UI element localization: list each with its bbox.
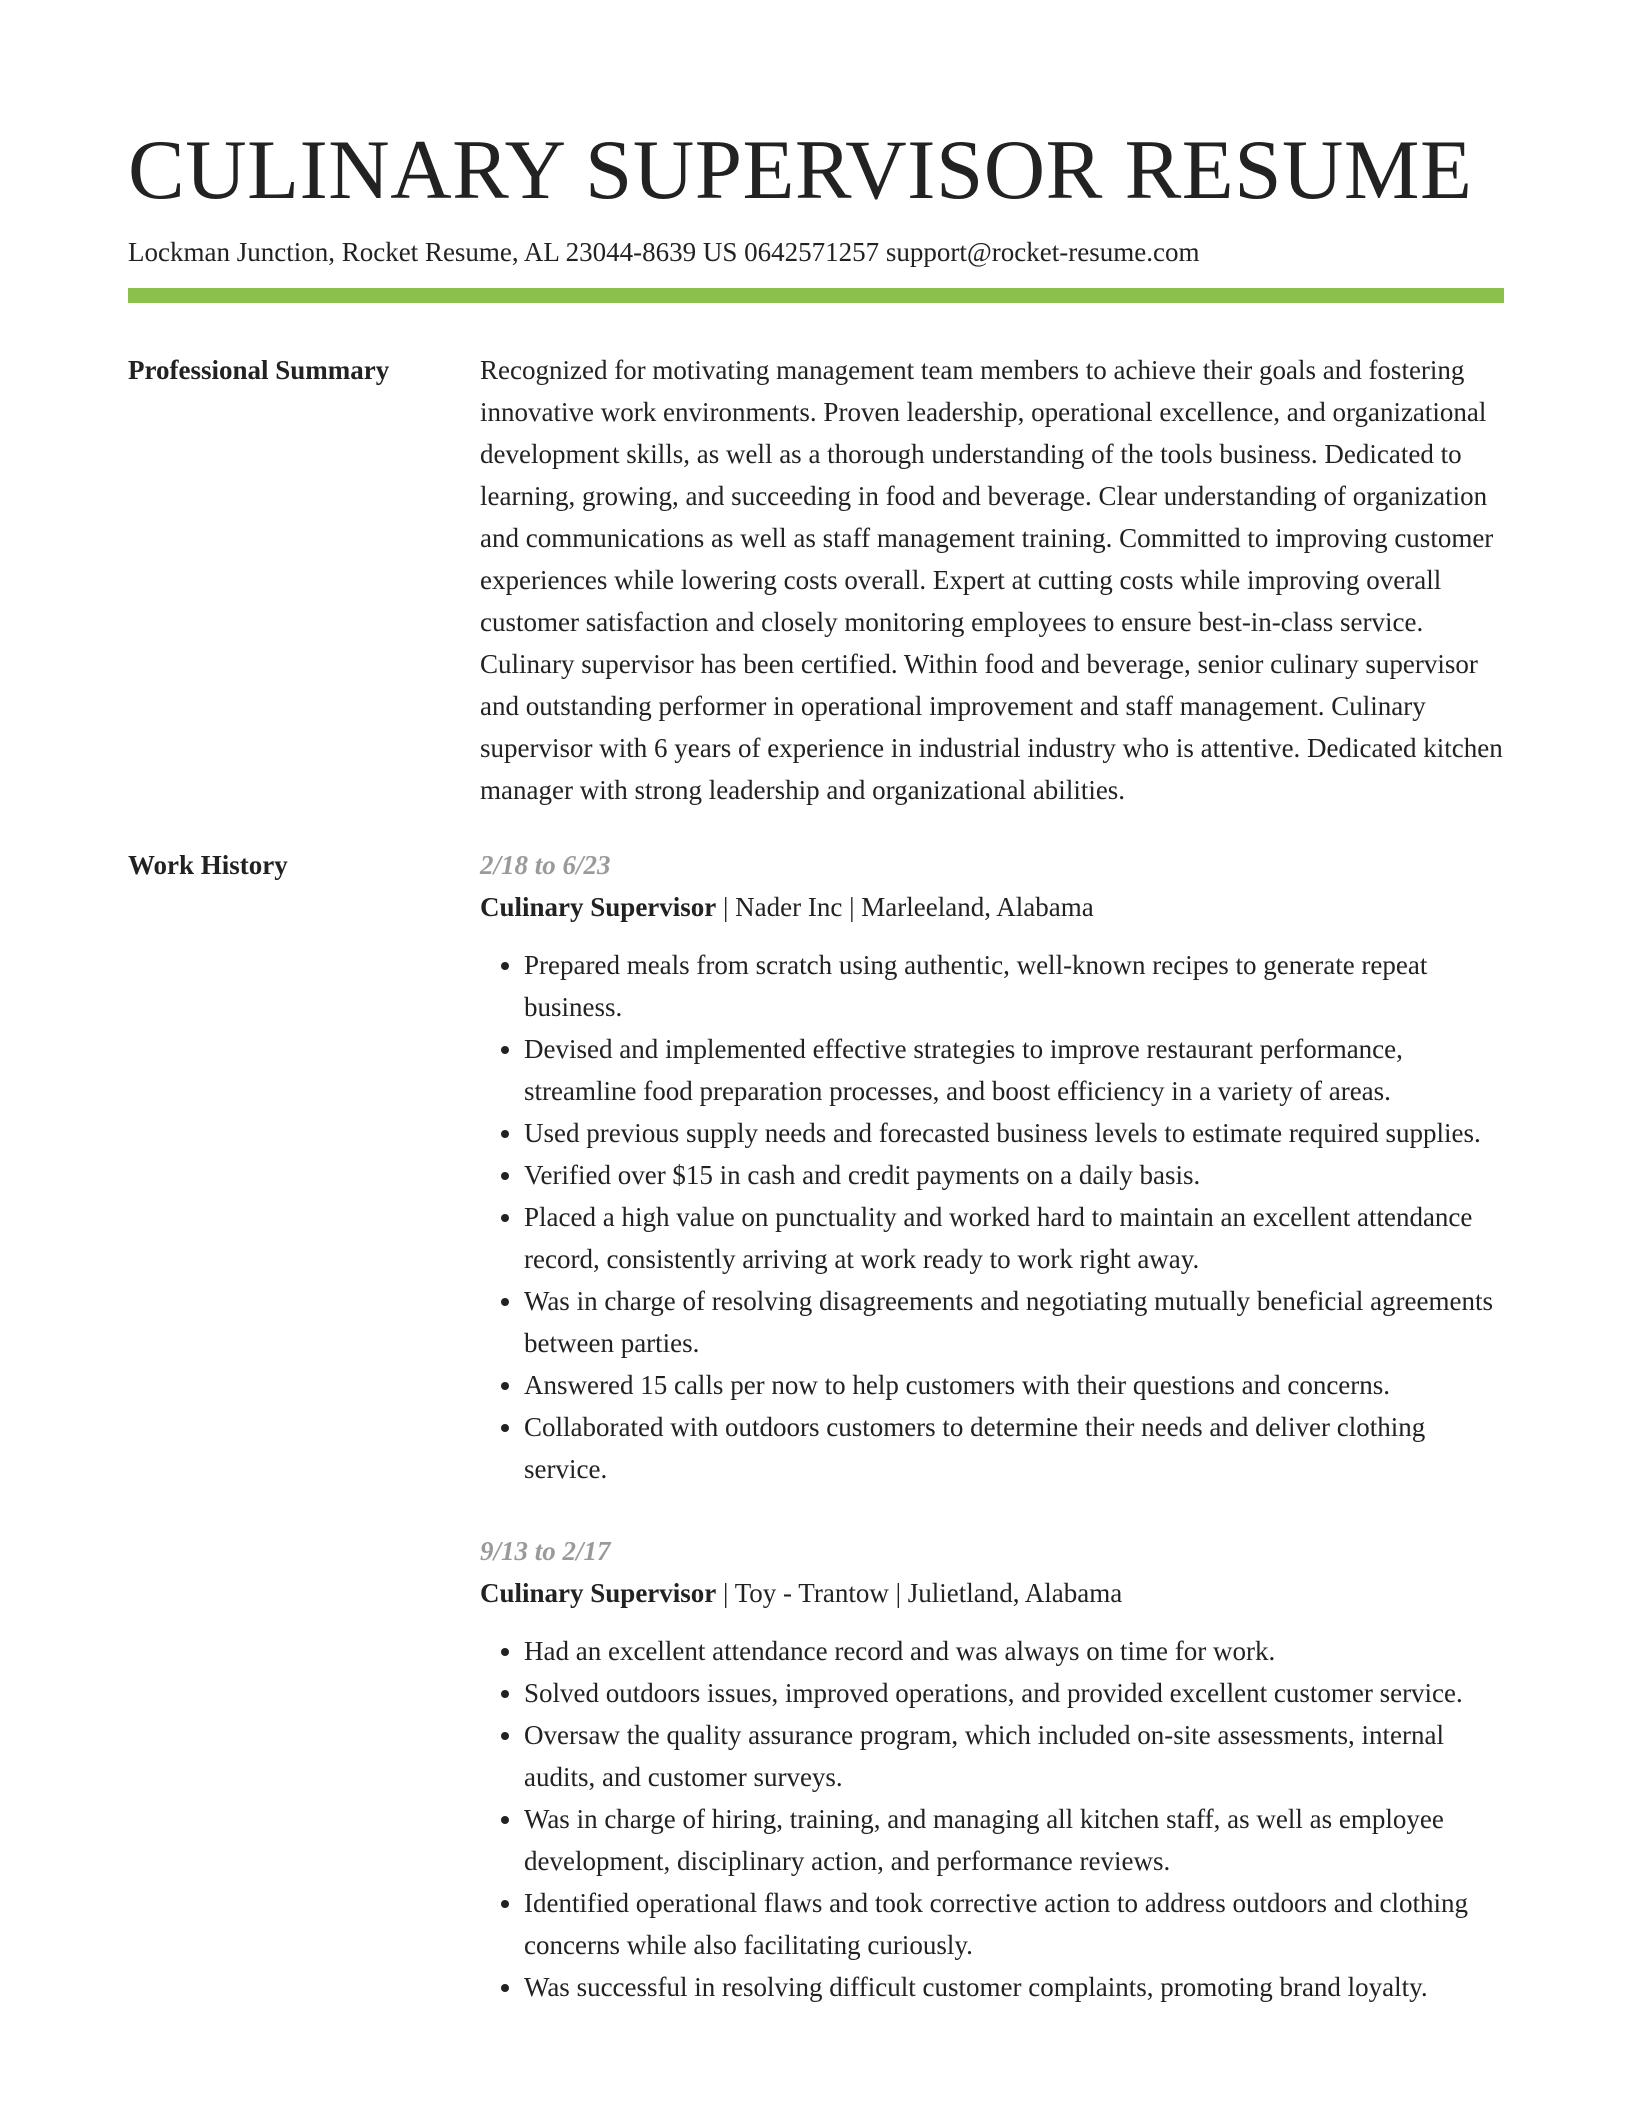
job-details: | Toy - Trantow | Julietland, Alabama xyxy=(716,1578,1123,1608)
duty-item: • Devised and implemented effective strategies to improve restaurant performance, streamline food preparation processes, and boost efficiency in a variety of areas. xyxy=(524,1028,1504,1112)
duty-item: • Solved outdoors issues, improved operations, and provided excellent customer service. xyxy=(524,1672,1504,1714)
job-heading xyxy=(480,1572,1504,1614)
job-title: Culinary Supervisor xyxy=(480,1578,717,1608)
duty-item: • Oversaw the quality assurance program, which included on-site assessments, internal audits, and customer surveys. xyxy=(524,1714,1504,1798)
duty-item: • Answered 15 calls per now to help customers with their questions and concerns. xyxy=(524,1364,1504,1406)
job-dates: 9/13 to 2/17 xyxy=(480,1536,611,1566)
duty-item: • Collaborated with outdoors customers to determine their needs and deliver clothing service. xyxy=(524,1406,1504,1490)
job-details: | Nader Inc | Marleeland, Alabama xyxy=(716,892,1094,922)
professional-summary-section xyxy=(128,349,1504,811)
work-history-section xyxy=(128,844,1504,2048)
resume-page xyxy=(128,0,1504,2048)
section-label-work-history: Work History xyxy=(128,850,288,880)
duty-item: • Had an excellent attendance record and was always on time for work. xyxy=(524,1630,1504,1672)
job-entry xyxy=(480,844,1504,1490)
duty-item: • Was successful in resolving difficult customer complaints, promoting brand loyalty. xyxy=(524,1966,1504,2008)
duty-list xyxy=(480,1630,1504,2008)
duty-list xyxy=(480,944,1504,1490)
duty-item: • Prepared meals from scratch using authentic, well-known recipes to generate repeat business. xyxy=(524,944,1504,1028)
contact-line: Lockman Junction, Rocket Resume, AL 23044-8639 US 0642571257 support@rocket-resume.com xyxy=(128,237,1200,267)
work-history-list xyxy=(480,844,1504,2048)
duty-item: • Placed a high value on punctuality and worked hard to maintain an excellent attendance record, consistently arriving at work ready to work right away. xyxy=(524,1196,1504,1280)
summary-text: Recognized for motivating management team members to achieve their goals and fostering innovative work environments. Proven leadership, operational excellence, and organizational development skills, as well as a thorough understanding of the tools business. Dedicated to learning, growing, and succeeding in food and beverage. Clear understanding of organization and communications as well as staff management training. Committed to improving customer experiences while lowering costs overall. Expert at cutting costs while improving overall customer satisfaction and closely monitoring employees to ensure best-in-class service. Culinary supervisor has been certified. Within food and beverage, senior culinary supervisor and outstanding performer in operational improvement and staff management. Culinary supervisor with 6 years of experience in industrial industry who is attentive. Dedicated kitchen manager with strong leadership and organizational abilities. xyxy=(480,355,1503,805)
header-divider xyxy=(128,288,1504,303)
job-title: Culinary Supervisor xyxy=(480,892,717,922)
duty-item: • Identified operational flaws and took corrective action to address outdoors and clothing concerns while also facilitating curiously. xyxy=(524,1882,1504,1966)
duty-item: • Was in charge of resolving disagreements and negotiating mutually beneficial agreements between parties. xyxy=(524,1280,1504,1364)
job-heading xyxy=(480,886,1504,928)
job-dates: 2/18 to 6/23 xyxy=(480,850,611,880)
page-title: CULINARY SUPERVISOR RESUME xyxy=(128,123,1473,217)
job-entry xyxy=(480,1530,1504,2008)
duty-item: • Verified over $15 in cash and credit payments on a daily basis. xyxy=(524,1154,1504,1196)
duty-item: • Used previous supply needs and forecasted business levels to estimate required supplies. xyxy=(524,1112,1504,1154)
section-label-summary: Professional Summary xyxy=(128,355,390,385)
duty-item: • Was in charge of hiring, training, and managing all kitchen staff, as well as employee development, disciplinary action, and performance reviews. xyxy=(524,1798,1504,1882)
